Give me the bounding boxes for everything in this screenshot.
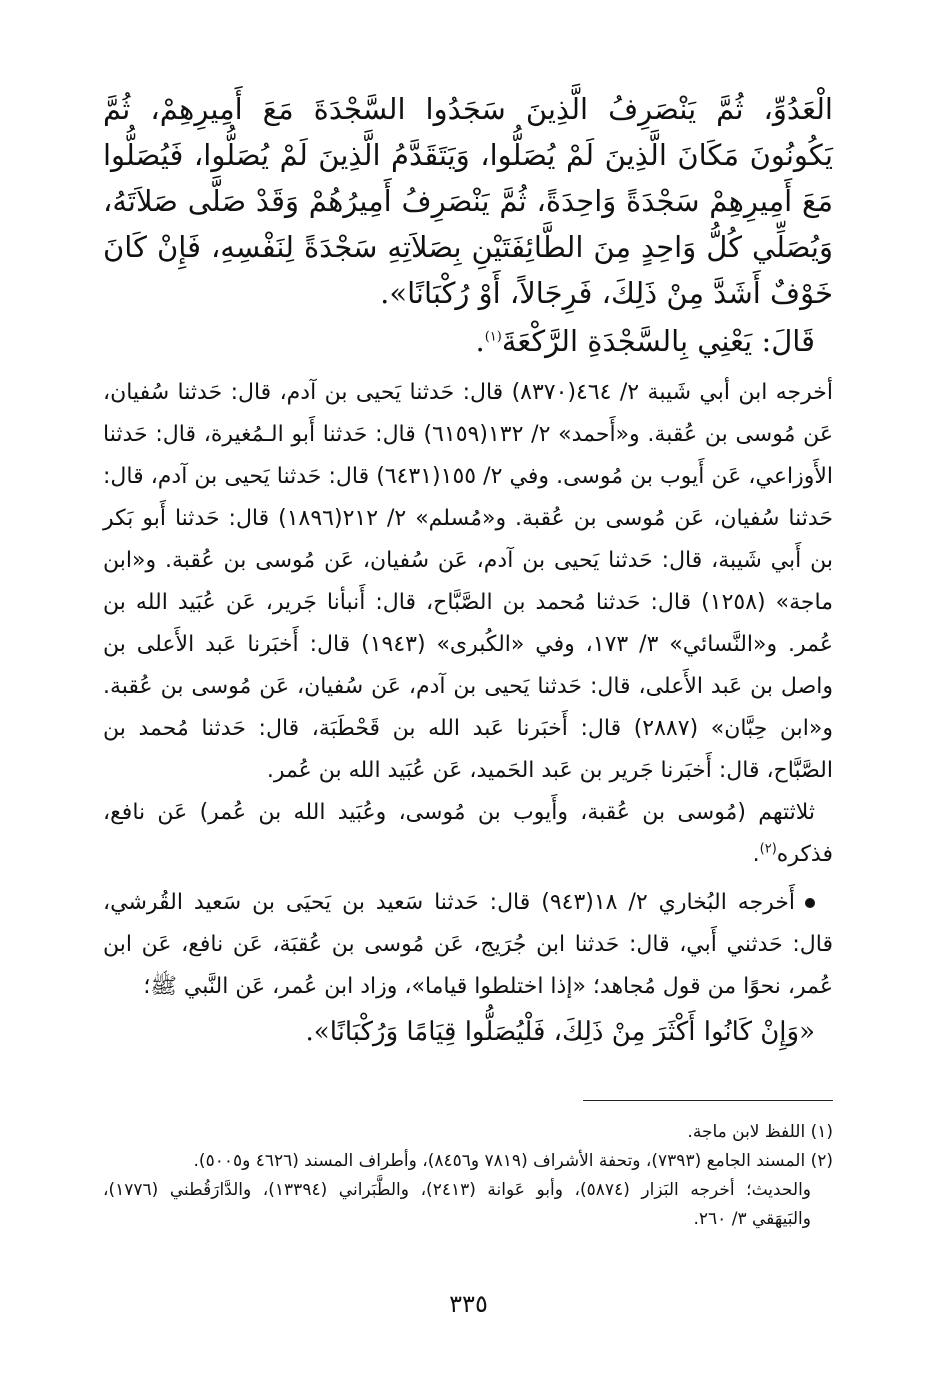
prophetic-quote: «وَإِنْ كَانُوا أَكْثَرَ مِنْ ذَلِكَ، فَلْيُصَلُّوا قِيَامًا وَرُكْبَانًا». [305,1017,815,1047]
hadith-text: الْعَدُوِّ، ثُمَّ يَنْصَرِفُ الَّذِينَ سَجَدُوا السَّجْدَةَ مَعَ أَمِيرِهِمْ، ثُمَّ يَكُونُونَ مَكَانَ الَّذِينَ لَمْ يُصَلُّوا، وَيَتَقَدَّمُ الَّذِينَ لَمْ يُصَلُّوا، فَيُصَلُّوا مَعَ أَمِيرِهِمْ سَجْدَةً وَاحِدَةً، ثُمَّ يَنْصَرِفُ أَمِيرُهُمْ وَقَدْ صَلَّى صَلاَتَهُ، وَيُصَلِّي كُلُّ وَاحِدٍ مِنَ الطَّائِفَتَيْنِ بِصَلاَتِهِ سَجْدَةً لِنَفْسِهِ، فَإِنْ كَانَ خَوْفٌ أَشَدَّ مِنْ ذَلِكَ، فَرِجَالاً، أَوْ رُكْبَانًا». [103,92,833,310]
main-text [103,86,833,1054]
footnotes [103,1118,833,1234]
footnote-ref-2[interactable]: (٢) [759,841,777,857]
footnote-1: (١) اللفظ لابن ماجة. [687,1122,833,1142]
takhrij-2-text: ثلاثتهم (مُوسى بن عُقبة، وأَيوب بن مُوسى، وعُبَيد الله بن عُمر) عَن نافع، فذكره [103,800,833,867]
footnote-2: (٢) المسند الجامع (٧٣٩٣)، وتحفة الأشراف (٧٨١٩ و٨٤٥٦)، وأطراف المسند (٤٦٢٦ و٥٠٠٥). [193,1151,833,1171]
qal-line: قَالَ: يَعْنِي بِالسَّجْدَةِ الرَّكْعَةَ$^{(١)}$. [475,324,815,358]
takhrij-paragraph-3 [103,882,833,1008]
footnote-divider [583,1100,833,1101]
takhrij-3-text: أَخرجه البُخاري ٢/ ١٨(٩٤٣) قال: حَدثنا سَعيد بن يَحيَى بن سَعيد القُرشي، قال: حَدثني أَبي، قال: حَدثنا ابن جُرَيج، عَن مُوسى بن عُقبَة، عَن نافع، عَن ابن عُمر، نحوًا من قول مُجاهد؛ «إذا اختلطوا قياما»، وزاد ابن عُمر، عَن النَّبي ﷺ؛ [103,890,833,999]
footnote-ref-1[interactable]: (١) [484,329,502,345]
takhrij-paragraph-1: أخرجه ابن أبي شَيبة ٢/ ٤٦٤(٨٣٧٠) قال: حَدثنا يَحيى بن آدم، قال: حَدثنا سُفيان، عَن مُوسى بن عُقبة. و«أَحمد» ٢/ ١٣٢(٦١٥٩) قال: حَدثنا أَبو الـمُغيرة، قال: حَدثنا الأَوزاعي، عَن أَيوب بن مُوسى. وفي ٢/ ١٥٥(٦٤٣١) قال: حَدثنا يَحيى بن آدم، قال: حَدثنا سُفيان، عَن مُوسى بن عُقبة. و«مُسلم» ٢/ ٢١٢(١٨٩٦) قال: حَدثنا أَبو بَكر بن أَبي شَيبة، قال: حَدثنا يَحيى بن آدم، عَن سُفيان، عَن مُوسى بن عُقبة. و«ابن ماجة» (١٢٥٨) قال: حَدثنا مُحمد بن الصَّبَّاح، قال: أَنبأنا جَرير، عَن عُبَيد الله بن عُمر. و«النَّسائي» ٣/ ١٧٣، وفي «الكُبرى» (١٩٤٣) قال: أَخبَرنا عَبد الأَعلى بن واصل بن عَبد الأَعلى، قال: حَدثنا يَحيى بن آدم، عَن سُفيان، عَن مُوسى بن عُقبة. و«ابن حِبَّان» (٢٨٨٧) قال: أَخبَرنا عَبد الله بن قَحْطَبَة، قال: حَدثنا مُحمد بن الصَّبَّاح، قال: أَخبَرنا جَرير بن عَبد الحَميد، عَن عُبَيد الله بن عُمر. [103,380,834,783]
takhrij-paragraph-2: ثلاثتهم (مُوسى بن عُقبة، وأَيوب بن مُوسى، وعُبَيد الله بن عُمر) عَن نافع، فذكره$^{(٢)}$. [103,800,833,867]
qal-text: قَالَ: يَعْنِي بِالسَّجْدَةِ الرَّكْعَةَ [501,324,815,358]
footnote-2-continuation: والحديث؛ أخرجه البَزار (٥٨٧٤)، وأبو عَوانة (٢٤١٣)، والطَّبَراني (١٣٣٩٤)، والدَّارَقُطني (١٧٧٦)، والبَيهَقي ٣/ ٢٦٠. [103,1180,811,1229]
bullet-icon [805,898,815,908]
page-number: ٣٣٥ [449,1290,488,1318]
